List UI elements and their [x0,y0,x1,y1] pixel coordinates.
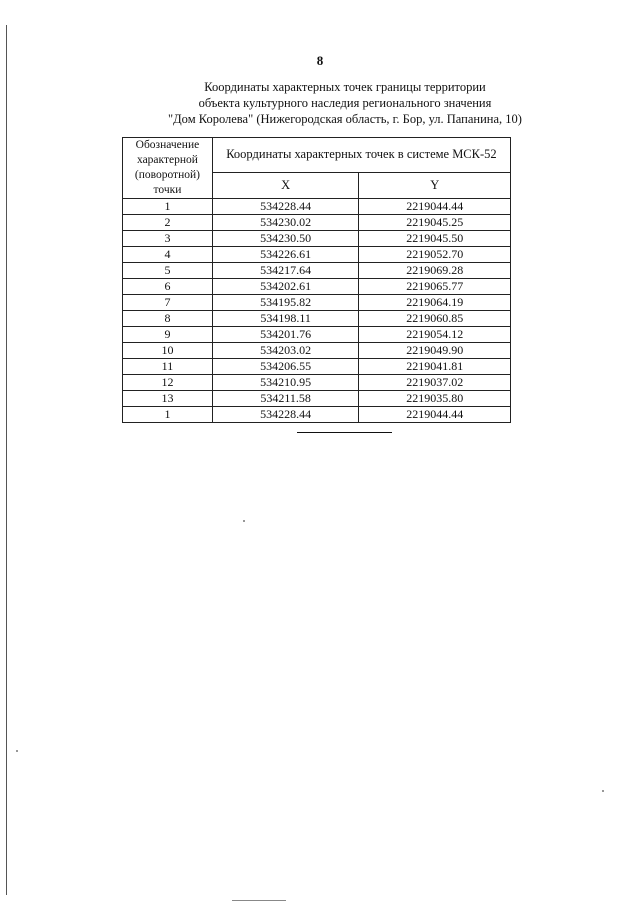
scan-bottom-mark [232,900,286,901]
cell-x: 534202.61 [212,279,359,295]
cell-point: 3 [123,231,213,247]
table-row [123,391,511,407]
cell-y: 2219069.28 [359,263,511,279]
cell-x: 534226.61 [212,247,359,263]
scan-speck [602,790,604,792]
cell-x: 534211.58 [212,391,359,407]
table-row [123,407,511,423]
header-x: X [212,172,359,198]
table-row [123,295,511,311]
cell-y: 2219045.25 [359,215,511,231]
cell-point: 2 [123,215,213,231]
cell-x: 534195.82 [212,295,359,311]
table-row [123,215,511,231]
table-row [123,375,511,391]
cell-y: 2219054.12 [359,327,511,343]
cell-point: 12 [123,375,213,391]
table-row [123,311,511,327]
title-line-1: Координаты характерных точек границы территории [204,80,486,94]
cell-x: 534230.02 [212,215,359,231]
cell-point: 8 [123,311,213,327]
table-row [123,279,511,295]
cell-x: 534203.02 [212,343,359,359]
cell-y: 2219049.90 [359,343,511,359]
cell-point: 13 [123,391,213,407]
cell-point: 11 [123,359,213,375]
title-line-2: объекта культурного наследия регионального значения [198,96,492,110]
cell-y: 2219052.70 [359,247,511,263]
cell-point: 9 [123,327,213,343]
cell-point: 5 [123,263,213,279]
document-title [110,79,580,127]
cell-y: 2219035.80 [359,391,511,407]
header-coordinates-system: Координаты характерных точек в системе МСК-52 [212,138,510,173]
table-row [123,359,511,375]
cell-y: 2219037.02 [359,375,511,391]
cell-x: 534201.76 [212,327,359,343]
cell-y: 2219041.81 [359,359,511,375]
cell-point: 1 [123,407,213,423]
cell-y: 2219064.19 [359,295,511,311]
cell-point: 7 [123,295,213,311]
title-line-3: "Дом Королева" (Нижегородская область, г. Бор, ул. Папанина, 10) [168,112,522,126]
cell-point: 6 [123,279,213,295]
cell-point: 4 [123,247,213,263]
page-number: 8 [316,53,324,68]
header-y: Y [359,172,511,198]
table-row [123,231,511,247]
cell-point: 10 [123,343,213,359]
cell-x: 534228.44 [212,407,359,423]
table-header-row [123,138,511,173]
cell-x: 534206.55 [212,359,359,375]
cell-y: 2219044.44 [359,407,511,423]
cell-x: 534217.64 [212,263,359,279]
cell-x: 534228.44 [212,199,359,215]
header-point-designation: Обозначение характерной (поворотной) точки [123,138,213,199]
cell-x: 534198.11 [212,311,359,327]
scan-left-edge-line [6,25,7,895]
cell-point: 1 [123,199,213,215]
cell-y: 2219060.85 [359,311,511,327]
end-of-table-rule [297,432,392,433]
cell-x: 534210.95 [212,375,359,391]
table-row [123,327,511,343]
scan-speck [243,520,245,522]
table-row [123,343,511,359]
cell-y: 2219065.77 [359,279,511,295]
coordinates-table [122,137,511,423]
cell-x: 534230.50 [212,231,359,247]
scan-speck [16,750,18,752]
table-row [123,247,511,263]
table-row [123,199,511,215]
table-row [123,263,511,279]
cell-y: 2219044.44 [359,199,511,215]
table-body [123,199,511,423]
cell-y: 2219045.50 [359,231,511,247]
